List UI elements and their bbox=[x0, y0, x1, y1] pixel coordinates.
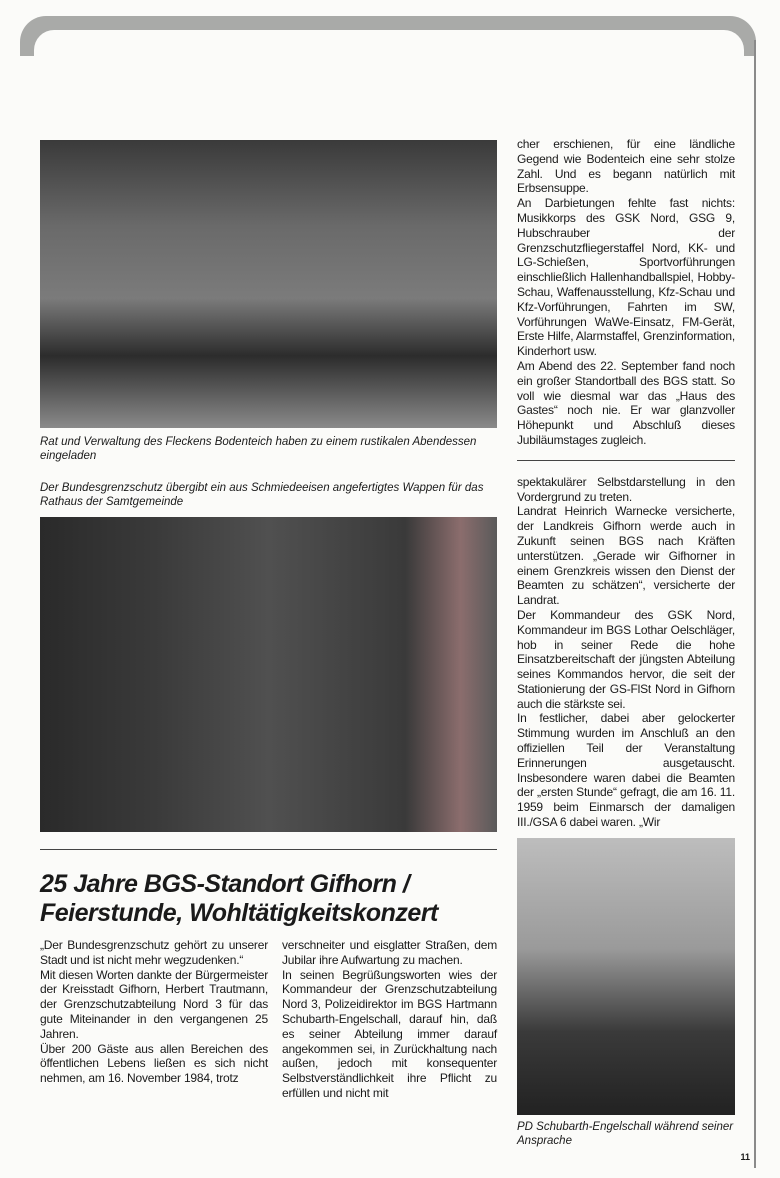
bottom-left-column bbox=[40, 938, 268, 1101]
divider bbox=[40, 849, 497, 850]
paragraph: Der Kommandeur des GSK Nord, Kommandeur im BGS Lothar Oelschläger, hob in seiner Rede die hohe Einsatzbereitschaft der jüngsten Abteilung seines Kommandos hervor, die seit der Stationierung der GS-FlSt Nord in Gifhorn auch die stärkste sei. bbox=[517, 607, 735, 711]
paragraph: Über 200 Gäste aus allen Bereichen des öffentlichen Lebens ließen es sich nicht nehmen, am 16. November 1984, trotz bbox=[40, 1041, 268, 1086]
caption-photo3: PD Schubarth-Engelschall während seiner Ansprache bbox=[517, 1120, 734, 1147]
paragraph: Am Abend des 22. September fand noch ein großer Standortball des BGS statt. So voll wie diesmal war das „Haus des Gastes“ noch nie. Er war glanzvoller Höhepunkt und Abschluß dieses Jubiläumstages zugleich. bbox=[517, 358, 735, 447]
photo-dinner bbox=[40, 140, 497, 428]
headline: 25 Jahre BGS-Standort Gifhorn / Feierstunde, Wohltätigkeitskonzert bbox=[40, 870, 438, 927]
left-column-area bbox=[40, 140, 497, 1101]
right-column-area bbox=[517, 137, 735, 1148]
paragraph: In festlicher, dabei aber gelockerter Stimmung wurden im Anschluß an den offiziellen Teil der Veranstaltung Erinnerungen ausgetauscht. Insbesondere waren dabei die Beamten der „ersten Stunde“ gefragt, die am 16. 11. 1959 beim Einmarsch der damaligen III./GSA 6 dabei waren. „Wir bbox=[517, 711, 735, 830]
photo-coat-of-arms bbox=[40, 517, 497, 832]
paragraph: In seinen Begrüßungsworten wies der Kommandeur der Grenzschutzabteilung Nord 3, Polizeidirektor im BGS Hartmann Schubarth-Engelschall, darauf hin, daß es seiner Abteilung immer darauf angekommen sei, in Zurückhaltung nach außen, jedoch mit konsequenter Selbstverständlichkeit ihre Pflicht zu erfüllen und nicht mit bbox=[282, 967, 497, 1100]
page-number: 11 bbox=[740, 1151, 750, 1162]
paragraph: spektakulärer Selbstdarstellung in den Vordergrund zu treten. bbox=[517, 474, 735, 504]
photo-speaker bbox=[517, 838, 735, 1115]
page-border bbox=[754, 40, 756, 1168]
paragraph: An Darbietungen fehlte fast nichts: Musikkorps des GSK Nord, GSG 9, Hubschrauber der Grenzschutzfliegerstaffel Nord, KK- und LG-Schießen, Sportvorführungen einschließlich Hallenhandballspiel, Hobby-Schau, Waffenausstellung, Kfz-Schau und Kfz-Vorführungen, Fahrten im SW, Vorführungen WaWe-Einsatz, FM-Gerät, Erste Hilfe, Alarmstaffel, Grenzinformation, Kinderhort usw. bbox=[517, 196, 735, 359]
right-mid-column bbox=[517, 475, 735, 830]
paragraph: cher erschienen, für eine ländliche Gegend wie Bodenteich eine sehr stolze Zahl. Und es begann natürlich mit Erbsensuppe. bbox=[517, 137, 735, 196]
caption-photo2: Der Bundesgrenzschutz übergibt ein aus Schmiedeeisen angefertigtes Wappen für das Rathaus der Samtgemeinde bbox=[40, 482, 484, 508]
header-inner bbox=[34, 30, 744, 70]
paragraph: „Der Bundesgrenzschutz gehört zu unserer Stadt und ist nicht mehr wegzudenken.“ bbox=[40, 938, 268, 967]
caption-photo1: Rat und Verwaltung des Fleckens Bodenteich haben zu einem rustikalen Abendessen eingeladen bbox=[40, 436, 477, 462]
bottom-right-column bbox=[282, 938, 497, 1101]
bottom-columns bbox=[40, 938, 497, 1101]
divider bbox=[517, 460, 735, 461]
right-top-column bbox=[517, 137, 735, 448]
paragraph: verschneiter und eisglatter Straßen, dem Jubilar ihre Aufwartung zu machen. bbox=[282, 938, 497, 967]
paragraph: Mit diesen Worten dankte der Bürgermeister der Kreisstadt Gifhorn, Herbert Trautmann, der Grenzschutzabteilung Nord 3 für das gute Miteinander in den vergangenen 25 Jahren. bbox=[40, 967, 268, 1041]
paragraph: Landrat Heinrich Warnecke versicherte, der Landkreis Gifhorn werde auch in Zukunft seinen BGS nach Kräften unterstützen. „Gerade wir Gifhorner in einem Grenzkreis wissen den Dienst der Beamten zu schätzen“, versicherte der Landrat. bbox=[517, 504, 735, 608]
